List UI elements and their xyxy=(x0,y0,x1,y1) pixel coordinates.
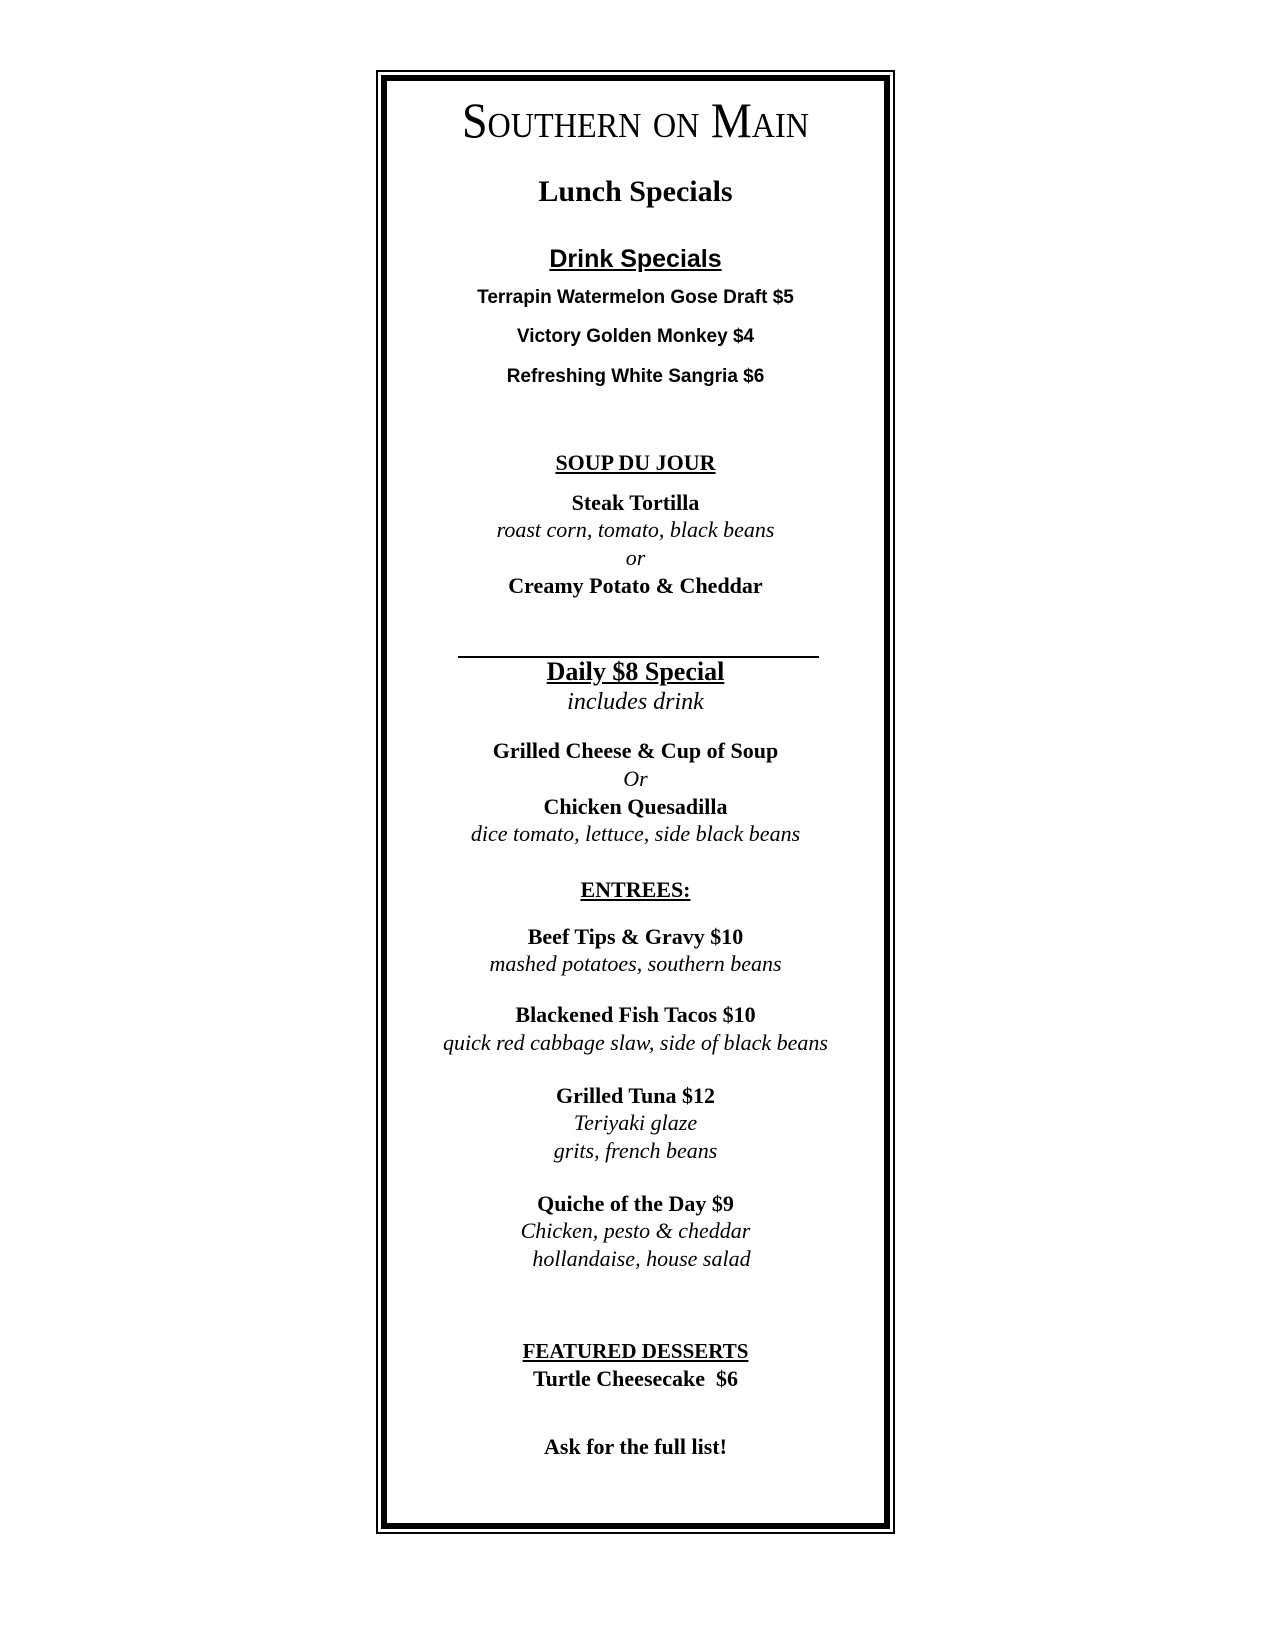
soup-description: roast corn, tomato, black beans xyxy=(496,517,775,542)
desserts-heading: FEATURED DESSERTS xyxy=(522,1339,749,1363)
entree-description: hollandaise, house salad xyxy=(532,1246,751,1271)
soup-or: or xyxy=(625,545,646,570)
drink-item: Terrapin Watermelon Gose Draft $5 xyxy=(477,287,794,308)
entree-description: quick red cabbage slaw, side of black beans xyxy=(443,1030,828,1055)
soup-item: Steak Tortilla xyxy=(571,490,700,515)
drink-item: Refreshing White Sangria $6 xyxy=(506,366,765,387)
drink-specials-heading: Drink Specials xyxy=(549,245,722,273)
daily-special-description: dice tomato, lettuce, side black beans xyxy=(470,821,801,846)
entree-description: Teriyaki glaze xyxy=(573,1110,698,1135)
daily-special-heading: Daily $8 Special xyxy=(546,657,725,686)
entree-name: Blackened Fish Tacos $10 xyxy=(515,1002,756,1027)
entrees-heading: ENTREES: xyxy=(580,877,691,902)
entree-description: Chicken, pesto & cheddar xyxy=(520,1218,751,1243)
daily-special-or: Or xyxy=(623,766,648,791)
daily-special-item: Grilled Cheese & Cup of Soup xyxy=(492,738,779,763)
soup-item: Creamy Potato & Cheddar xyxy=(508,573,763,598)
drink-item: Victory Golden Monkey $4 xyxy=(516,326,755,347)
menu-subtitle: Lunch Specials xyxy=(538,175,733,208)
entree-name: Quiche of the Day $9 xyxy=(537,1191,734,1216)
restaurant-name: Southern on Main xyxy=(461,92,810,148)
entree-name: Beef Tips & Gravy $10 xyxy=(527,924,744,949)
entree-name: Grilled Tuna $12 xyxy=(556,1083,715,1108)
daily-special-note: includes drink xyxy=(567,689,704,715)
entree-description: mashed potatoes, southern beans xyxy=(489,951,782,976)
soup-heading: SOUP DU JOUR xyxy=(555,450,716,475)
daily-special-item: Chicken Quesadilla xyxy=(543,794,728,819)
footer-note: Ask for the full list! xyxy=(544,1434,727,1459)
entree-description: grits, french beans xyxy=(553,1138,718,1163)
dessert-item: Turtle Cheesecake $6 xyxy=(532,1366,739,1391)
